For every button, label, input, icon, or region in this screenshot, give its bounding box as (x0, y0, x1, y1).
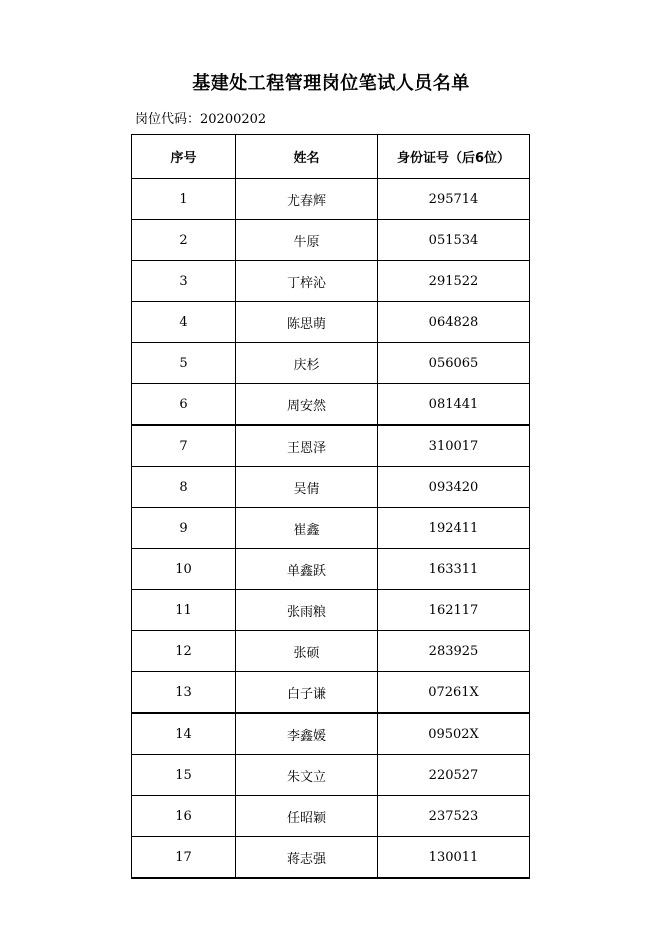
table-row (132, 302, 530, 343)
table-row (132, 425, 530, 467)
cell-serial-number: 6 (132, 384, 236, 426)
cell-serial-number: 16 (132, 796, 236, 837)
table-row (132, 713, 530, 755)
cell-name: 朱文立 (236, 755, 378, 796)
cell-id-number: 064828 (378, 302, 530, 343)
table-row (132, 261, 530, 302)
table-row (132, 343, 530, 384)
cell-serial-number: 11 (132, 590, 236, 631)
cell-serial-number: 7 (132, 425, 236, 467)
cell-name: 崔鑫 (236, 508, 378, 549)
cell-id-number: 081441 (378, 384, 530, 426)
cell-id-number: 291522 (378, 261, 530, 302)
cell-serial-number: 8 (132, 467, 236, 508)
document-title: 基建处工程管理岗位笔试人员名单 (192, 73, 470, 94)
post-code-label: 岗位代码：20200202 (135, 112, 267, 127)
header-id-number: 身份证号（后6位） (378, 135, 530, 179)
cell-id-number: 07261X (378, 672, 530, 714)
cell-name: 丁梓沁 (236, 261, 378, 302)
cell-name: 单鑫跃 (236, 549, 378, 590)
cell-id-number: 130011 (378, 837, 530, 879)
table-row (132, 179, 530, 220)
header-serial-number: 序号 (132, 135, 236, 179)
cell-name: 陈思萌 (236, 302, 378, 343)
table-row (132, 220, 530, 261)
cell-serial-number: 15 (132, 755, 236, 796)
cell-id-number: 295714 (378, 179, 530, 220)
cell-id-number: 056065 (378, 343, 530, 384)
cell-serial-number: 1 (132, 179, 236, 220)
cell-name: 吴倩 (236, 467, 378, 508)
cell-id-number: 310017 (378, 425, 530, 467)
cell-id-number: 237523 (378, 796, 530, 837)
cell-name: 白子谦 (236, 672, 378, 714)
cell-name: 周安然 (236, 384, 378, 426)
cell-id-number: 220527 (378, 755, 530, 796)
cell-serial-number: 3 (132, 261, 236, 302)
cell-name: 蒋志强 (236, 837, 378, 879)
header-name: 姓名 (236, 135, 378, 179)
cell-name: 李鑫媛 (236, 713, 378, 755)
cell-id-number: 051534 (378, 220, 530, 261)
table-header-row (132, 135, 530, 179)
table-row (132, 549, 530, 590)
cell-serial-number: 9 (132, 508, 236, 549)
cell-id-number: 093420 (378, 467, 530, 508)
cell-id-number: 163311 (378, 549, 530, 590)
cell-serial-number: 5 (132, 343, 236, 384)
cell-serial-number: 12 (132, 631, 236, 672)
table-row (132, 837, 530, 879)
cell-serial-number: 17 (132, 837, 236, 879)
table-row (132, 796, 530, 837)
table-body (132, 179, 530, 879)
cell-name: 任昭颖 (236, 796, 378, 837)
cell-name: 张雨粮 (236, 590, 378, 631)
cell-name: 王恩泽 (236, 425, 378, 467)
cell-id-number: 283925 (378, 631, 530, 672)
cell-id-number: 162117 (378, 590, 530, 631)
cell-name: 庆杉 (236, 343, 378, 384)
table-row (132, 755, 530, 796)
cell-id-number: 09502X (378, 713, 530, 755)
table-row (132, 672, 530, 714)
cell-serial-number: 13 (132, 672, 236, 714)
table-row (132, 384, 530, 426)
table-row (132, 590, 530, 631)
cell-serial-number: 14 (132, 713, 236, 755)
cell-serial-number: 10 (132, 549, 236, 590)
cell-name: 牛原 (236, 220, 378, 261)
candidate-table (131, 134, 530, 879)
table-row (132, 631, 530, 672)
cell-name: 张硕 (236, 631, 378, 672)
cell-name: 尤春辉 (236, 179, 378, 220)
cell-serial-number: 4 (132, 302, 236, 343)
table-row (132, 508, 530, 549)
cell-serial-number: 2 (132, 220, 236, 261)
cell-id-number: 192411 (378, 508, 530, 549)
table-row (132, 467, 530, 508)
